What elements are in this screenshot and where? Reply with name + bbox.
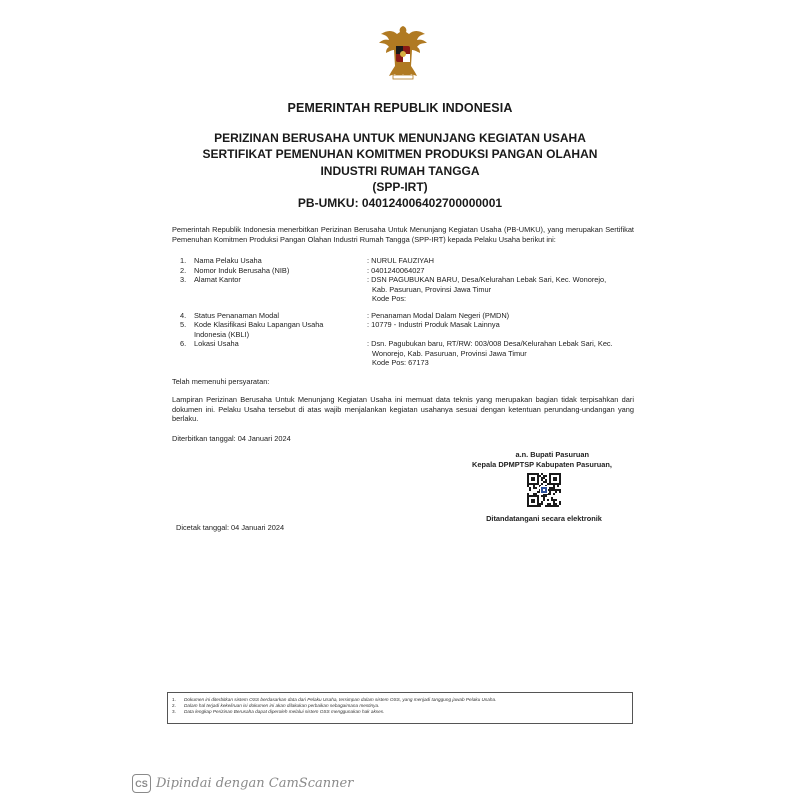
footnotes-box [167, 692, 633, 724]
field-value-line: : DSN PAGUBUKAN BARU, Desa/Kelurahan Lebak Sari, Kec. Wonorejo, [367, 275, 607, 284]
field-number: 3. [180, 275, 187, 284]
qr-code-icon [527, 473, 561, 511]
field-value [367, 339, 634, 368]
signature-block [462, 450, 622, 469]
footnote [172, 709, 628, 715]
government-heading: PEMERINTAH REPUBLIK INDONESIA [287, 101, 513, 115]
field-label [194, 320, 367, 339]
field-row [180, 256, 634, 266]
field-row [180, 320, 634, 339]
signature-line: a.n. Bupati Pasuruan [515, 450, 589, 459]
title-line: INDUSTRI RUMAH TANGGA [320, 163, 480, 178]
footnote-number: 2. [172, 703, 176, 709]
field-value-line: : Dsn. Pagubukan baru, RT/RW: 003/008 Desa/Kelurahan Lebak Sari, Kec. [367, 339, 613, 348]
field-label: Nama Pelaku Usaha [194, 256, 262, 265]
field-label: Status Penanaman Modal [194, 310, 280, 320]
title-line: (SPP-IRT) [372, 179, 428, 194]
field-value: : Penanaman Modal Dalam Negeri (PMDN) [367, 310, 510, 320]
camscanner-watermark [132, 774, 353, 793]
field-value: : NURUL FAUZIYAH [367, 256, 434, 265]
signature-line: Kepala DPMPTSP Kabupaten Pasuruan, [472, 459, 612, 469]
field-value-line: Wonorejo, Kab. Pasuruan, Provinsi Jawa Timur [372, 348, 527, 358]
field-row [180, 266, 634, 276]
title-line: SERTIFIKAT PEMENUHAN KOMITMEN PRODUKSI PANGAN OLAHAN [202, 147, 598, 162]
pb-umku-number: PB-UMKU: 040124006402700000001 [297, 196, 503, 211]
field-value: : 10779 - Industri Produk Masak Lainnya [367, 320, 500, 329]
footnote-text: Dokumen ini diterbitkan sistem OSS berdasarkan data dari Pelaku Usaha, tersimpan dalam sistem OSS, yang menjadi tanggung jawab Pelaku Usaha. [184, 697, 497, 702]
field-value: : 0401240064027 [367, 265, 425, 275]
garuda-emblem-icon [373, 22, 433, 82]
field-number: 6. [180, 339, 187, 348]
watermark-text: Dipindai dengan CamScanner [156, 776, 354, 791]
electronic-signature-note: Ditandatangani secara elektronik [486, 514, 602, 523]
field-row [180, 311, 634, 321]
field-value-line: Kode Pos: [372, 294, 407, 303]
business-fields [180, 256, 634, 368]
printed-date: Dicetak tanggal: 04 Januari 2024 [176, 523, 285, 532]
field-number: 2. [180, 265, 187, 275]
field-value-line: Kode Pos: 67173 [372, 358, 429, 367]
intro-paragraph: Pemerintah Republik Indonesia menerbitkan Perizinan Berusaha Untuk Menunjang Kegiatan Usaha (PB-UMKU), yang merupakan Sertifikat Pemenuhan Komitmen Produksi Pangan Olahan Industri Rumah Tangga (SPP-IRT) kepada Pelaku Usaha berikut ini: [172, 225, 634, 244]
camscanner-logo-icon: CS [132, 774, 151, 793]
field-number: 5. [180, 320, 187, 329]
field-label: Nomor Induk Berusaha (NIB) [194, 265, 290, 275]
footnote-number: 3. [172, 709, 176, 715]
footnote-text: Dalam hal terjadi kekeliruan isi dokumen ini akan dilakukan perbaikan sebagaimana mestinya. [184, 703, 380, 709]
field-label: Lokasi Usaha [194, 339, 239, 348]
field-row [180, 339, 634, 368]
footnote-text: Data lengkap Perizinan Berusaha dapat diperoleh melalui sistem OSS menggunakan hak akses. [184, 709, 385, 715]
issued-date: Diterbitkan tanggal: 04 Januari 2024 [172, 434, 291, 443]
field-value-line: Kab. Pasuruan, Provinsi Jawa Timur [372, 284, 492, 294]
field-label-line: Kode Klasifikasi Baku Lapangan Usaha [194, 320, 324, 329]
field-number: 1. [180, 256, 187, 265]
document-title [100, 130, 700, 211]
field-number: 4. [180, 310, 187, 320]
field-label: Alamat Kantor [194, 275, 241, 284]
title-line: PERIZINAN BERUSAHA UNTUK MENUNJANG KEGIATAN USAHA [214, 131, 586, 145]
field-row [180, 275, 634, 304]
field-label-line: Indonesia (KBLI) [194, 329, 250, 339]
requirements-text: Telah memenuhi persyaratan: [172, 377, 270, 386]
field-value [367, 275, 634, 304]
lampiran-paragraph: Lampiran Perizinan Berusaha Untuk Menunjang Kegiatan Usaha ini memuat data teknis yang merupakan bagian tidak terpisahkan dari dokumen ini. Pelaku Usaha tersebut di atas wajib menjalankan kegiatan usahanya sesuai dengan ketentuan perundang-undangan yang berlaku. [172, 395, 634, 423]
footnote-number: 1. [172, 697, 176, 702]
